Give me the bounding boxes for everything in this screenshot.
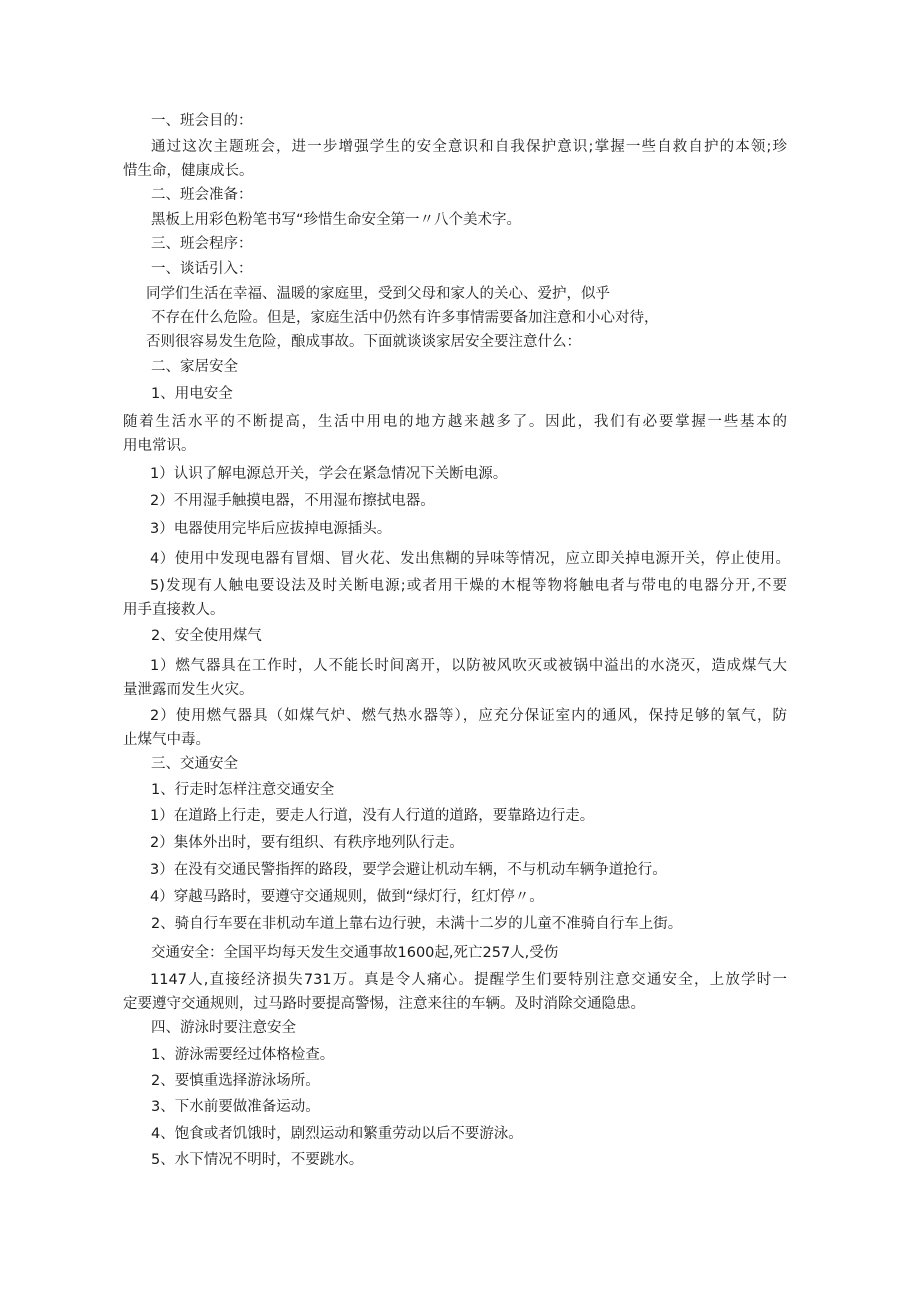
paragraph-line: 不存在什么危险。但是，家庭生活中仍然有许多事情需要备加注意和小心对待， (151, 310, 659, 326)
heading-preparation: 二、班会准备： (151, 187, 253, 203)
list-item: 2）集体外出时，要有组织、有秩序地列队行走。 (150, 835, 464, 851)
paragraph-line: 惜生命，健康成长。 (123, 163, 254, 179)
heading-purpose: 一、班会目的： (151, 113, 253, 129)
heading-gas-safety: 2、安全使用煤气 (151, 628, 262, 644)
list-item: 3）在没有交通民警指挥的路段，要学会避让机动车辆，不与机动车辆争道抢行。 (150, 862, 667, 878)
heading-electricity: 1、用电安全 (151, 386, 233, 402)
heading-procedure: 三、班会程序： (151, 236, 253, 252)
paragraph-line: 交通安全：全国平均每天发生交通事故1600起,死亡257人,受伤 (151, 945, 559, 961)
heading-intro: 一、谈话引入： (151, 261, 253, 277)
heading-walking: 1、行走时怎样注意交通安全 (151, 782, 335, 798)
paragraph-line: 同学们生活在幸福、温暖的家庭里，受到父母和家人的关心、爱护，似乎 (146, 286, 610, 302)
paragraph-line: 随着生活水平的不断提高，生活中用电的地方越来越多了。因此，我们有必要掌握一些基本的 (123, 414, 787, 430)
heading-home-safety: 二、家居安全 (151, 359, 238, 375)
list-item: 1）燃气器具在工作时，人不能长时间离开，以防被风吹灭或被锅中溢出的水浇灭，造成煤气大 (150, 658, 787, 674)
list-item: 4）穿越马路时，要遵守交通规则，做到“绿灯行，红灯停〃。 (150, 889, 544, 905)
paragraph-line: 量泄露而发生火灾。 (123, 682, 254, 698)
paragraph-line: 定要遵守交通规则，过马路时要提高警惕，注意来往的车辆。及时消除交通隐患。 (123, 996, 645, 1012)
paragraph-line: 通过这次主题班会，进一步增强学生的安全意识和自我保护意识;掌握一些自救自护的本领;珍 (151, 139, 787, 155)
paragraph-line: 黑板上用彩色粉笔书写“珍惜生命安全第一〃八个美术字。 (151, 212, 522, 228)
list-item: 4、饱食或者饥饿时，剧烈运动和繁重劳动以后不要游泳。 (151, 1126, 523, 1142)
list-item: 3、下水前要做准备运动。 (151, 1099, 320, 1115)
list-item: 5)发现有人触电要设法及时关断电源;或者用干燥的木棍等物将触电者与带电的电器分开,不要 (150, 578, 787, 594)
list-item: 2）不用湿手触摸电器，不用湿布擦拭电器。 (150, 493, 435, 509)
paragraph-line: 用手直接救人。 (123, 602, 225, 618)
list-item: 4）使用中发现电器有冒烟、冒火花、发出焦糊的异味等情况，应立即关掉电源开关，停止使用。 (150, 551, 790, 567)
paragraph-line: 否则很容易发生危险，酿成事故。下面就谈谈家居安全要注意什么： (146, 334, 581, 350)
list-item: 5、水下情况不明时，不要跳水。 (151, 1152, 364, 1168)
list-item: 3）电器使用完毕后应拔掉电源插头。 (150, 521, 392, 537)
list-item: 2、骑自行车要在非机动车道上靠右边行驶，未满十二岁的儿童不准骑自行车上街。 (151, 916, 683, 932)
paragraph-line: 1147人,直接经济损失731万。真是令人痛心。提醒学生们要特别注意交通安全，上放学时一 (150, 972, 787, 988)
list-item: 1、游泳需要经过体格检查。 (151, 1047, 335, 1063)
list-item: 2、要慎重选择游泳场所。 (151, 1073, 320, 1089)
paragraph-line: 用电常识。 (123, 438, 196, 454)
list-item: 1）认识了解电源总开关，学会在紧急情况下关断电源。 (150, 466, 508, 482)
list-item: 1）在道路上行走，要走人行道，没有人行道的道路，要靠路边行走。 (150, 808, 595, 824)
heading-swimming: 四、游泳时要注意安全 (151, 1020, 296, 1036)
heading-traffic-safety: 三、交通安全 (151, 756, 238, 772)
paragraph-line: 止煤气中毒。 (123, 732, 210, 748)
list-item: 2）使用燃气器具（如煤气炉、燃气热水器等），应充分保证室内的通风，保持足够的氧气，防 (150, 708, 787, 724)
